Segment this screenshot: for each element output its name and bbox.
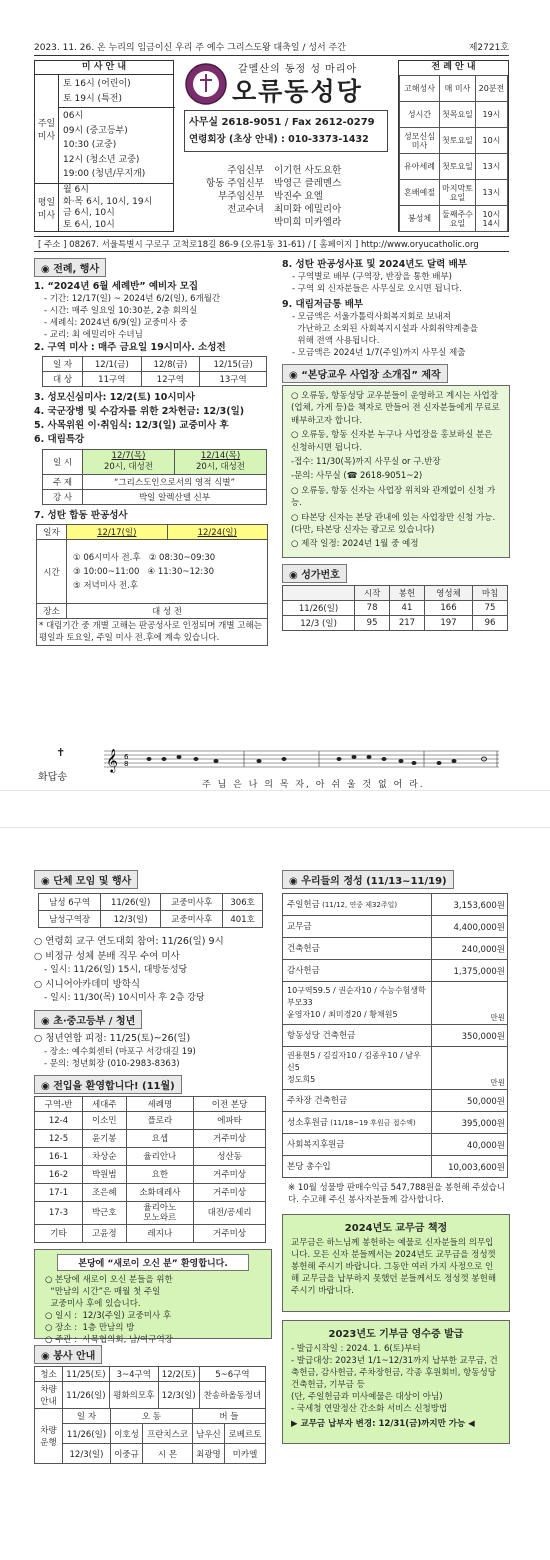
section-service: ◉ 봉사 안내 xyxy=(34,1345,102,1364)
calendar-line: - 구역별로 배부 (구역장, 반장을 통한 배부) xyxy=(292,272,452,282)
driving-label: 차량운행 xyxy=(35,1409,63,1464)
rites-row xyxy=(400,76,508,102)
business-line: ○ 제작 일정: 2024년 1월 중 예정 xyxy=(291,539,419,550)
staff-row xyxy=(188,203,388,216)
offering-note: ※ 10월 성물방 판매수익금 547,788원을 봉헌해 주셨습니다. 수고해 주신 봉사자분들께 감사합니다. xyxy=(288,1183,506,1205)
business-line: ○ 오류동, 항동 신자는 사업장 위치와 관계없이 신청 가능. xyxy=(291,485,496,509)
offering-amount: 395,000원 xyxy=(432,1112,508,1134)
table-cell: 12/7(목) 20시, 대성전 xyxy=(83,450,175,475)
rites-cell: 첫목요일 xyxy=(440,102,476,128)
psalm-lyrics: 주 님 은 나 의 목 자, 아 쉬 울 것 없 어 라. xyxy=(202,780,425,790)
welcome-cell: 조은혜 xyxy=(83,1184,127,1202)
rites-cell: 유아세례 xyxy=(400,154,440,180)
table-cell: 11/26(일) xyxy=(63,1382,110,1409)
zone-cell: 11구역 xyxy=(83,372,142,387)
offering-item: 항동성당 건축헌금 xyxy=(283,1025,432,1047)
offering-amount: 1,375,000원 xyxy=(432,960,508,982)
hymn-cell: 95 xyxy=(355,615,390,630)
business-line: ○ 타본당 신자는 본당 관내에 있는 사업장만 신청 가능. (다만, 타본당 신자는 광고로 있습니다) xyxy=(291,512,496,536)
offering-sub: (11/18~19 후원금 접수액) xyxy=(328,1118,416,1127)
driving-cell: 프란치스코 xyxy=(143,1424,193,1444)
table-cell: 일자 xyxy=(37,525,67,540)
staff-row xyxy=(188,177,388,190)
welcome-cell: 플로라 xyxy=(126,1112,194,1130)
driving-cell: 남우신 xyxy=(192,1424,224,1444)
staff-name: 박진수 요엘 xyxy=(274,191,323,202)
driving-cell: 11/26(일) xyxy=(63,1424,111,1444)
offering-amount: 만원 xyxy=(432,982,508,1025)
rites-cell: 13시 xyxy=(475,180,507,206)
announcements-right xyxy=(282,258,510,631)
driving-col-header: 오 동 xyxy=(110,1409,192,1424)
table-cell: 박일 알렉산델 신부 xyxy=(83,490,267,505)
offering-item: 주일헌금 (11/12, 연중 제32주일) xyxy=(283,894,432,916)
hymn-col-header: 봉헌 xyxy=(390,585,425,600)
group-cell: 401호 xyxy=(223,911,263,928)
address-bar: [ 주소 ] 08267. 서울특별시 구로구 고척로18길 86-9 (오류1동 31-61) / [ 홈페이지 ] http://www.oryucatholic.org xyxy=(34,236,509,252)
bulletin-header xyxy=(34,40,509,56)
table-cell: 12/14(목) 20시, 대성전 xyxy=(175,450,267,475)
psalm-label: 화답송 xyxy=(38,772,67,783)
rites-title: 전 례 안 내 xyxy=(431,62,476,72)
item-heading: 2. 구역 미사 : 매주 금요일 19시미사. 소성전 xyxy=(34,342,226,353)
liturgy-events xyxy=(34,258,272,646)
psalm-staff xyxy=(104,746,504,776)
section-offerings: ◉ 우리들의 정성 (11/13~11/19) xyxy=(282,870,454,889)
calendar-line: - 구역 외 신자분들은 사무실로 오시면 됩니다. xyxy=(292,284,462,294)
offering-item: 사회복지후원금 xyxy=(283,1134,432,1156)
offering-amount: 50,000원 xyxy=(432,1090,508,1112)
sunday-mass-label: 주일 미사 xyxy=(35,75,59,183)
business-line: -접수: 11/30(목)까지 사무실 or 구.반장 xyxy=(291,457,441,468)
welcome-cell: 16-1 xyxy=(35,1148,83,1166)
sunday-mass-time: 19:00 (청년/무지개) xyxy=(63,169,146,179)
weekday-mass-time: 월 6시 xyxy=(63,185,89,195)
business-line: ○ 오류동, 항동성당 교우분들이 운영하고 계시는 사업장(업체, 가게 등)을 책자로 만들어 전 신자분들에게 무료로 배부하고자 합니다. xyxy=(291,391,500,426)
item-line: - 교리: 최 에밀리아 수녀님 xyxy=(44,330,143,340)
table-cell: 시간 xyxy=(37,540,67,604)
offering-amount: 40,000원 xyxy=(432,1134,508,1156)
sunday-mass-time: 12시 (청소년 교중) xyxy=(63,154,140,165)
advent-lecture-table xyxy=(42,449,267,505)
rites-cell: 20분전 xyxy=(475,76,507,102)
confession-heading: 7. 성탄 합동 판공성사 xyxy=(34,510,128,521)
weekday-mass-time: 토 6시, 10시 xyxy=(63,219,115,230)
driving-cell: 이호성 xyxy=(110,1424,142,1444)
section-youth: ◉ 초·중고등부 / 청년 xyxy=(34,1010,142,1029)
driving-cell: 시 몬 xyxy=(143,1444,193,1464)
table-cell: 12/24(일) xyxy=(167,525,268,540)
sunday-mass-times xyxy=(63,77,171,182)
rites-cell: 13시 xyxy=(475,154,507,180)
confession-table xyxy=(36,524,268,646)
hymn-col-header: 시작 xyxy=(355,585,390,600)
welcome-cell: 율리안나 xyxy=(126,1148,194,1166)
rites-cell: 둘째주수요일 xyxy=(440,206,476,232)
welcome-cell: 성산동 xyxy=(194,1148,266,1166)
staff-row xyxy=(188,190,388,203)
business-line: ○ 오류동, 항동 신자분 누구나 사업장을 홍보하실 분은 신청하시면 됩니다. xyxy=(291,430,493,453)
hymn-cell: 96 xyxy=(473,615,508,630)
offering-item: 10구역59.5 / 권순자10 / 수능수험생학부모33 윤영자10 / 최미경20 / 황채원5 xyxy=(283,982,432,1025)
table-cell: 12/17(일) xyxy=(67,525,168,540)
offering-item: 권용현5 / 김길자10 / 김종우10 / 남우신5 정도희5 xyxy=(283,1047,432,1090)
receipt-line: (단, 주일헌금과 미사예물은 대상이 아님) xyxy=(291,1392,443,1402)
table-cell: 강 사 xyxy=(43,490,83,505)
table-cell: 12/2(토) xyxy=(158,1367,199,1382)
rites-cell: 첫토요일 xyxy=(440,154,476,180)
hymn-cell: 78 xyxy=(355,600,390,615)
section-business-directory: ◉ “본당교우 사업장 소개집” 제작 xyxy=(282,364,448,383)
welcome-cell: 17-3 xyxy=(35,1202,83,1225)
newcomer-title: 본당에 “새로이 오신 분” 환영합니다. xyxy=(57,1254,249,1271)
offering-amount: 4,400,000원 xyxy=(432,916,508,938)
rites-row xyxy=(400,154,508,180)
rites-table xyxy=(399,75,508,232)
hymn-cell: 217 xyxy=(390,615,425,630)
group-cell: 12/3(일) xyxy=(101,911,161,928)
offering-amount: 10,003,600원 xyxy=(432,1156,508,1178)
staff-role: 주임신부 xyxy=(227,165,264,176)
offering-item: 주차장 건축헌금 xyxy=(283,1090,432,1112)
staff-list xyxy=(188,164,388,229)
tithe-text: 교무금은 하느님께 봉헌하는 예물로 신자분들의 의무입니다. 모든 신자 분들께서는 2024년도 교무금을 정성껏 봉헌해 주시기 바랍니다. 그동안 여러 가지 사정으로 인해 교무금을 납부하지 못했던 분들께서도 정성껏 봉헌해 주시기 바랍니다. xyxy=(291,1238,497,1296)
driving-cell: 이중규 xyxy=(110,1444,142,1464)
offering-item: 건축헌금 xyxy=(283,938,432,960)
business-directory-box xyxy=(282,385,510,558)
welcome-table xyxy=(34,1096,266,1243)
youth-line: - 장소: 예수회센터 (마포구 서강대길 19) xyxy=(44,1047,196,1057)
table-cell: 11/25(토) xyxy=(63,1367,110,1382)
staff-role: 항동 주임신부 xyxy=(205,178,264,189)
staff-role: 전교수녀 xyxy=(227,204,264,215)
service-table xyxy=(34,1366,266,1409)
group-cell: 남성 6구역 xyxy=(39,894,101,911)
table-cell: * 대림기간 중 개별 고해는 판공성사로 인정되며 개별 고해는 평일과 토요일, 주일 미사 전.후에 계속 있습니다. xyxy=(37,619,268,646)
youth-heading: ○ 청년연합 피정: 11/25(토)~26(일) xyxy=(34,1033,191,1044)
newcomer-line: ○ 장소 : 1층 만남의 방 xyxy=(45,1323,135,1333)
newcomer-line: ○ 일시 : 12/3(주일) 교중미사 후 xyxy=(45,1311,172,1321)
section-groups: ◉ 단체 모임 및 행사 xyxy=(34,870,138,889)
cross-icon: ✝ xyxy=(56,746,66,759)
rites-cell: 고해성사 xyxy=(400,76,440,102)
staff-name: 최미화 에밀리아 xyxy=(274,204,342,215)
driving-cell: 최광명 xyxy=(192,1444,224,1464)
item-heading: 3. 성모신심미사: 12/2(토) 10시미사 xyxy=(34,392,195,403)
tithe-title: 2024년도 교무금 책정 xyxy=(344,1223,448,1234)
welcome-cell: 차상순 xyxy=(83,1148,127,1166)
newcomer-line: 교중미사 후에 있습니다. xyxy=(45,1299,141,1309)
hymn-col-header xyxy=(283,585,355,600)
rites-cell: 성모신심미사 xyxy=(400,128,440,154)
newcomer-line: “만남의 시간”은 매월 첫 주일 xyxy=(45,1287,161,1297)
newcomer-line: ○ 주관 : 사목협의회, 남/여구역장 xyxy=(45,1335,173,1345)
welcome-col-header: 이전 본당 xyxy=(194,1097,266,1112)
sunday-mass-time: 토 19시 (특전) xyxy=(63,93,122,104)
receipt-title: 2023년도 기부금 영수증 발급 xyxy=(328,1329,464,1340)
rites-cell: 매 미사 xyxy=(440,76,476,102)
bank-line: 가난하고 소외된 사회복지시설과 사회취약계층을 xyxy=(292,324,478,334)
table-cell: 장소 xyxy=(37,604,67,619)
rites-cell: 봉성체 xyxy=(400,206,440,232)
group-cell: 교중미사후 xyxy=(161,911,223,928)
bank-line: - 모금액은 2024년 1/7(주일)까지 사무실 제출 xyxy=(292,348,466,358)
item-line: - 시간: 매주 일요일 10:30분, 2층 회의실 xyxy=(44,306,198,316)
group-cell: 교중미사후 xyxy=(161,894,223,911)
page2-right xyxy=(282,870,510,1444)
offerings-table xyxy=(282,893,508,1178)
group-meetings-table xyxy=(38,893,263,928)
receipt-line: - 국세청 연말정산 간소화 서비스 신청방법 xyxy=(291,1404,448,1414)
welcome-cell: 소화데레사 xyxy=(126,1184,194,1202)
welcome-cell: 거주미상 xyxy=(194,1166,266,1184)
offering-amount: 350,000원 xyxy=(432,1025,508,1047)
welcome-cell: 박근호 xyxy=(83,1202,127,1225)
item-line: - 기간: 12/17(일) ~ 2024년 6/2(일), 6개월간 xyxy=(44,294,221,304)
sunday-mass-time: 10:30 (교중) xyxy=(63,140,117,150)
hymn-table xyxy=(282,585,508,631)
rites-row xyxy=(400,206,508,232)
hymn-cell: 12/3 (일) xyxy=(283,615,355,630)
section-welcome: ◉ 전입을 환영합니다! (11월) xyxy=(34,1075,182,1094)
welcome-cell: 거주미상 xyxy=(194,1130,266,1148)
zone-cell: 12/15(금) xyxy=(200,357,267,372)
table-cell: 3~4구역 xyxy=(109,1367,158,1382)
weekday-mass-label: 평일 미사 xyxy=(35,183,59,232)
zone-cell: 12/8(금) xyxy=(141,357,200,372)
welcome-cell: 레지나 xyxy=(126,1225,194,1243)
event-heading: ○ 비정규 성체 분배 직무 수여 미사 xyxy=(34,951,180,962)
item-heading: 6. 대림특강 xyxy=(34,434,85,445)
welcome-cell: 윤기봉 xyxy=(83,1130,127,1148)
table-cell: 평화의모후 xyxy=(109,1382,158,1409)
driving-cell: 로베르토 xyxy=(224,1424,265,1444)
welcome-cell: 17-1 xyxy=(35,1184,83,1202)
weekday-mass-times xyxy=(63,185,171,231)
staff-name: 박영근 클레멘스 xyxy=(274,178,342,189)
welcome-col-header: 세대주 xyxy=(83,1097,127,1112)
offering-amount: 240,000원 xyxy=(432,938,508,960)
rites-cell: 마지막토요일 xyxy=(440,180,476,206)
welcome-cell: 거주미상 xyxy=(194,1225,266,1243)
rites-cell: 첫토요일 xyxy=(440,128,476,154)
header-date-title: 2023. 11. 26. 온 누리의 임금이신 우리 주 예수 그리스도왕 대축일 / 성서 주간 xyxy=(34,43,346,53)
welcome-cell: 요셉 xyxy=(126,1130,194,1148)
table-cell: 차량안내 xyxy=(35,1382,63,1409)
welcome-cell: 박원범 xyxy=(83,1166,127,1184)
rites-cell: 혼배예절 xyxy=(400,180,440,206)
staff-row xyxy=(188,216,388,229)
zone-cell: 일 자 xyxy=(43,357,83,372)
svg-text:8: 8 xyxy=(124,760,129,768)
table-cell: 찬송하올동정녀 xyxy=(199,1382,265,1409)
funeral-contact: 연령회장 (초상 안내) : 010-3373-1432 xyxy=(189,134,369,145)
offering-item: 감사헌금 xyxy=(283,960,432,982)
section-hymns: ◉ 성가번호 xyxy=(282,564,347,583)
group-cell: 11/26(일) xyxy=(101,894,161,911)
mass-schedule xyxy=(34,60,174,232)
office-phone: 사무실 2618-9051 / Fax 2612-0279 xyxy=(189,117,375,128)
offering-item: 성소후원금 (11/18~19 후원금 접수액) xyxy=(283,1112,432,1134)
section-liturgy: ◉ 전례, 행사 xyxy=(34,258,106,277)
weekday-mass-time: 금 6시, 10시 xyxy=(63,208,115,218)
item-line: - 세례식: 2024년 6/9(일) 교중미사 중 xyxy=(44,318,188,328)
hymn-cell: 75 xyxy=(473,600,508,615)
event-heading: ○ 연령회 교구 연도대회 참여: 11/26(일) 9시 xyxy=(34,936,224,947)
welcome-cell: 12-5 xyxy=(35,1130,83,1148)
zone-cell: 12구역 xyxy=(141,372,200,387)
table-cell: 5~6구역 xyxy=(199,1367,265,1382)
zone-cell: 13구역 xyxy=(200,372,267,387)
welcome-cell: 16-2 xyxy=(35,1166,83,1184)
rites-row xyxy=(400,180,508,206)
item-heading: 1. “2024년 6월 세례반” 예비자 모집 xyxy=(34,281,199,292)
offering-amount: 3,153,600원 xyxy=(432,894,508,916)
item-heading: 5. 사목위원 이·취임식: 12/3(일) 교중미사 후 xyxy=(34,420,229,431)
newcomer-box xyxy=(34,1249,272,1345)
hymn-col-header: 영성체 xyxy=(424,585,472,600)
table-cell: “그리스도인으로서의 영적 식별” xyxy=(83,475,267,490)
driving-cell: 미카엘 xyxy=(224,1444,265,1464)
welcome-cell: 이소민 xyxy=(83,1112,127,1130)
table-cell: 12/3(일) xyxy=(158,1382,199,1409)
item-heading: 4. 국군장병 및 수감자를 위한 2차헌금: 12/3(일) xyxy=(34,406,245,417)
staff-role: 부주임신부 xyxy=(218,191,264,202)
rites-row xyxy=(400,102,508,128)
receipt-line: - 발급시작일 : 2024. 1. 6(토)부터 xyxy=(291,1344,421,1354)
table-cell: ① 06시미사 전.후 ② 08:30~09:30 ③ 10:00~11:00 ④ 11:30~12:30 ⑤ 저녁미사 전.후 xyxy=(67,540,268,604)
page-2 xyxy=(0,828,550,1560)
staff-name: 박미희 미카엘라 xyxy=(274,217,342,228)
event-line: - 일시: 11/30(목) 10시미사 후 2층 강당 xyxy=(44,993,205,1003)
advent-bank-heading: 9. 대림저금통 배부 xyxy=(282,299,364,310)
group-cell: 306호 xyxy=(223,894,263,911)
receipt-box xyxy=(282,1320,510,1444)
offering-item: 본당 총수입 xyxy=(283,1156,432,1178)
calendar-heading: 8. 성탄 판공성사표 및 2024년도 달력 배부 xyxy=(282,259,467,270)
youth-line: - 문의: 청년회장 (010-2983-8363) xyxy=(44,1059,180,1069)
page-divider xyxy=(0,790,550,828)
hymn-cell: 197 xyxy=(424,615,472,630)
welcome-cell: 율리아노 모노와르 xyxy=(126,1202,194,1225)
newcomer-line: ○ 본당에 새로이 오신 분들을 위한 xyxy=(45,1275,173,1285)
zone-mass-table xyxy=(42,356,267,387)
bank-line: - 모금액은 서울가톨릭사회복지회로 보내져 xyxy=(292,312,451,322)
divider xyxy=(59,107,175,108)
zone-cell: 대 상 xyxy=(43,372,83,387)
welcome-cell: 12-4 xyxy=(35,1112,83,1130)
group-cell: 남성구역장 xyxy=(39,911,101,928)
welcome-cell: 요한 xyxy=(126,1166,194,1184)
offering-amount: 만원 xyxy=(432,1047,508,1090)
sunday-mass-time: 09시 (중고등부) xyxy=(63,125,128,136)
event-line: - 일시: 11/26(일) 15시, 대방동성당 xyxy=(44,965,188,975)
table-cell: 대 성 전 xyxy=(67,604,268,619)
svg-text:𝄞: 𝄞 xyxy=(106,748,118,772)
hymn-cell: 166 xyxy=(424,600,472,615)
table-cell: 일 시 xyxy=(43,450,83,475)
rites-cell: 10시 14시 xyxy=(475,206,507,232)
rites-cell: 성시간 xyxy=(400,102,440,128)
welcome-cell: 거주미상 xyxy=(194,1184,266,1202)
hymn-cell: 11/26(일) xyxy=(283,600,355,615)
rites-row xyxy=(400,128,508,154)
rites-schedule xyxy=(398,60,509,232)
staff-role xyxy=(188,216,274,229)
page2-left xyxy=(34,870,272,1464)
staff-row xyxy=(188,164,388,177)
rites-cell: 10시 xyxy=(475,128,507,154)
welcome-cell: 기타 xyxy=(35,1225,83,1243)
mass-schedule-title: 미 사 안 내 xyxy=(35,61,173,75)
zone-cell: 12/1(금) xyxy=(83,357,142,372)
driving-col-header: 버 들 xyxy=(192,1409,265,1424)
bank-line: 위해 전액 사용됩니다. xyxy=(292,336,380,346)
offering-sub: (11/12, 연중 제32주일) xyxy=(319,900,398,909)
welcome-cell: 고윤정 xyxy=(83,1225,127,1243)
church-motto: 갈멜산의 동정 성 마리아 xyxy=(238,64,358,75)
table-cell: 주 제 xyxy=(43,475,83,490)
sunday-mass-time: 06시 xyxy=(63,111,84,121)
church-title-area xyxy=(180,60,392,232)
svg-text:6: 6 xyxy=(124,753,129,761)
table-cell: 청소 xyxy=(35,1367,63,1382)
church-contact-box xyxy=(184,110,388,152)
issue-number: 제2721호 xyxy=(468,43,509,53)
business-line: -문의: 사무실 (☎ 2618-9051~2) xyxy=(291,471,423,482)
weekday-mass-time: 화·목 6시, 10시, 19시 xyxy=(63,196,153,207)
driving-table xyxy=(34,1408,266,1464)
offering-item: 교무금 xyxy=(283,916,432,938)
driving-col-header: 일 자 xyxy=(63,1409,111,1424)
hymn-cell: 41 xyxy=(390,600,425,615)
receipt-line: - 발급대상: 2023년 1/1~12/31까지 납부한 교무금, 건축헌금, 감사헌금, 주차장헌금, 각종 후원회비, 항동성당 건축헌금, 기부금 등 xyxy=(291,1356,498,1390)
psalm-response xyxy=(34,746,509,788)
welcome-cell: 에파타 xyxy=(194,1112,266,1130)
tithe-box xyxy=(282,1214,510,1312)
welcome-col-header: 구역-반 xyxy=(35,1097,83,1112)
hymn-col-header: 마침 xyxy=(473,585,508,600)
welcome-cell: 대전/공세리 xyxy=(194,1202,266,1225)
sunday-mass-time: 토 16시 (어린이) xyxy=(63,79,131,89)
church-name: 오류동성당 xyxy=(232,77,363,106)
driving-cell: 12/3(일) xyxy=(63,1444,111,1464)
receipt-line: ▶ 교무금 납부자 변경: 12/31(금)까지만 가능 ◀ xyxy=(291,1419,475,1429)
welcome-col-header: 세례명 xyxy=(126,1097,194,1112)
rites-cell: 19시 xyxy=(475,102,507,128)
staff-name: 이기헌 사도요한 xyxy=(274,165,342,176)
church-seal-icon xyxy=(184,62,228,106)
event-heading: ○ 시니어아카데미 방학식 xyxy=(34,979,141,990)
